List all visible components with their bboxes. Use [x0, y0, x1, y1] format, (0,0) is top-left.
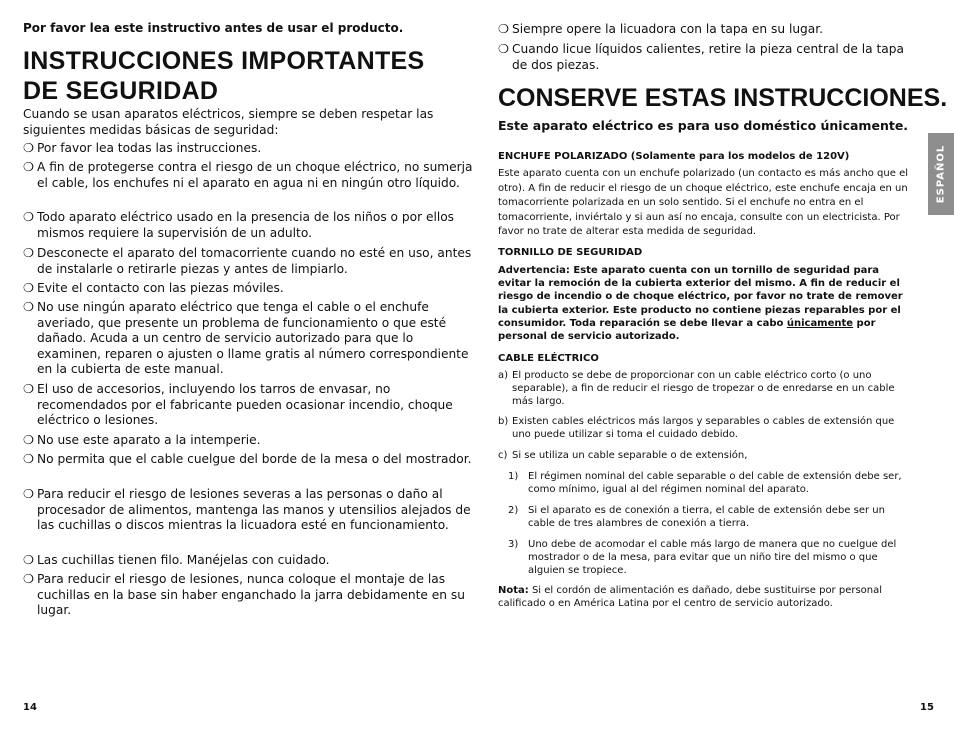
list-item: ❍ El uso de accesorios, incluyendo los tarros de envasar, no recomendados por el fabricante pueden ocasionar incendio, choque eléctrico o lesiones.	[23, 382, 453, 427]
list-item: ❍ No permita que el cable cuelgue del borde de la mesa o del mostrador.	[23, 452, 472, 466]
conserve-title: CONSERVE ESTAS INSTRUCCIONES.	[498, 84, 948, 112]
circle-bullet-icon: ❍	[23, 487, 34, 501]
list-item: ❍ Evite el contacto con las piezas móviles.	[23, 281, 284, 295]
page-number-right: 15	[920, 702, 934, 713]
language-tab-label: ESPAÑOL	[935, 144, 947, 204]
circle-bullet-icon: ❍	[23, 160, 34, 174]
cord-heading: CABLE ELÉCTRICO	[498, 353, 599, 364]
list-item: ❍ Para reducir el riesgo de lesiones, nunca coloque el montaje de las cuchillas en la base sin haber enganchado la jarra debidamente en su lugar.	[23, 572, 465, 617]
circle-bullet-icon: ❍	[23, 246, 34, 260]
circle-bullet-icon: ❍	[23, 433, 34, 447]
intro-text: Cuando se usan aparatos eléctricos, siempre se deben respetar las siguientes medidas básicas de seguridad:	[23, 107, 434, 137]
page-title	[23, 46, 453, 106]
circle-bullet-icon: ❍	[23, 281, 34, 295]
cord-subitem-1: 1) El régimen nominal del cable separable o del cable de extensión debe ser, como mínimo, igual al del régimen nominal del aparato.	[508, 471, 902, 495]
list-item: ❍ Por favor lea todas las instrucciones.	[23, 141, 262, 155]
circle-bullet-icon: ❍	[23, 210, 34, 224]
circle-bullet-icon: ❍	[498, 22, 509, 36]
instruction-note: Por favor lea este instructivo antes de usar el producto.	[23, 21, 404, 35]
household-use-subtitle: Este aparato eléctrico es para uso doméstico únicamente.	[498, 118, 909, 133]
page-number-left: 14	[23, 702, 37, 713]
plug-heading: ENCHUFE POLARIZADO (Solamente para los modelos de 120V)	[498, 151, 850, 162]
underlined-word: únicamente	[786, 317, 854, 329]
circle-bullet-icon: ❍	[498, 42, 509, 56]
plug-text: Este aparato cuenta con un enchufe polarizado (un contacto es más ancho que el otro). A fin de reducir el riesgo de un choque eléctrico, este enchufe encaja en un tomacorriente polarizada en un solo sentido. Si el enchufe no entra en el tomacorriente, inviértalo y si aun así no encaja, consulte con un electricista. Por favor no trate de alterar esta medida de seguridad.	[498, 168, 908, 238]
list-item: ❍ Cuando licue líquidos calientes, retire la pieza central de la tapa de dos piezas.	[498, 42, 904, 72]
cord-item-c: c) Si se utiliza un cable separable o de extensión,	[498, 450, 748, 461]
title-line-1: INSTRUCCIONES IMPORTANTES	[23, 47, 425, 75]
title-line-2: DE SEGURIDAD	[23, 77, 219, 105]
list-item: ❍ Para reducir el riesgo de lesiones severas a las personas o daño al procesador de alimentos, mantenga las manos y utensilios alejados de las cuchillas o discos mientras la licuadora esté en funcionamiento.	[23, 487, 471, 532]
screw-heading: TORNILLO DE SEGURIDAD	[498, 247, 643, 258]
list-item: ❍ Todo aparato eléctrico usado en la presencia de los niños o por ellos mismos requiere la supervisión de un adulto.	[23, 210, 455, 240]
cord-subitem-3: 3) Uno debe de acomodar el cable más largo de manera que no cuelgue del mostrador o de la mesa, para evitar que un niño tire del mismo o que alguien se tropiece.	[508, 539, 897, 576]
list-item: ❍ Las cuchillas tienen filo. Manéjelas con cuidado.	[23, 553, 330, 567]
cord-item-b: b) Existen cables eléctricos más largos y separables o cables de extensión que uno puede utilizar si toma el cuidado debido.	[498, 416, 895, 440]
circle-bullet-icon: ❍	[23, 300, 34, 314]
circle-bullet-icon: ❍	[23, 382, 34, 396]
language-tab	[928, 133, 954, 215]
list-item: ❍ No use este aparato a la intemperie.	[23, 433, 261, 447]
circle-bullet-icon: ❍	[23, 141, 34, 155]
cord-subitem-2: 2) Si el aparato es de conexión a tierra, el cable de extensión debe ser un cable de tres alambres de conexión a tierra.	[508, 505, 885, 529]
list-item: ❍ Siempre opere la licuadora con la tapa en su lugar.	[498, 22, 824, 36]
circle-bullet-icon: ❍	[23, 553, 34, 567]
list-item: ❍ Desconecte el aparato del tomacorriente cuando no esté en uso, antes de instalarle o retirarle piezas y antes de limpiarlo.	[23, 246, 472, 276]
list-item: ❍ No use ningún aparato eléctrico que tenga el cable o el enchufe averiado, que presente un problema de funcionamiento o que esté dañado. Acuda a un centro de servicio autorizado para que lo examinen, reparen o ajusten o llame gratis al número correspondiente en la cubierta de este manual.	[23, 300, 469, 376]
circle-bullet-icon: ❍	[23, 452, 34, 466]
note-text: Nota: Si el cordón de alimentación es dañado, debe sustituirse por personal calificado o en América Latina por el centro de servicio autorizado.	[498, 585, 883, 609]
note-label: Nota:	[498, 585, 529, 596]
list-item: ❍ A fin de protegerse contra el riesgo de un choque eléctrico, no sumerja el cable, los enchufes ni el aparato en agua ni en ningún otro líquido.	[23, 160, 473, 190]
circle-bullet-icon: ❍	[23, 572, 34, 586]
screw-text: Advertencia: Este aparato cuenta con un tornillo de seguridad para evitar la remoción de la cubierta exterior del mismo. A fin de reducir el riesgo de incendio o de choque eléctrico, por favor no trate de remover la cubierta exterior. Este producto no contiene piezas reparables por el consumidor. Toda reparación se debe llevar a cabo únicamente por personal de servicio autorizado.	[498, 265, 903, 343]
cord-item-a: a) El producto se debe de proporcionar con un cable eléctrico corto (o uno separable), a fin de reducir el riesgo de tropezar o de enredarse en un cable más largo.	[498, 370, 895, 407]
